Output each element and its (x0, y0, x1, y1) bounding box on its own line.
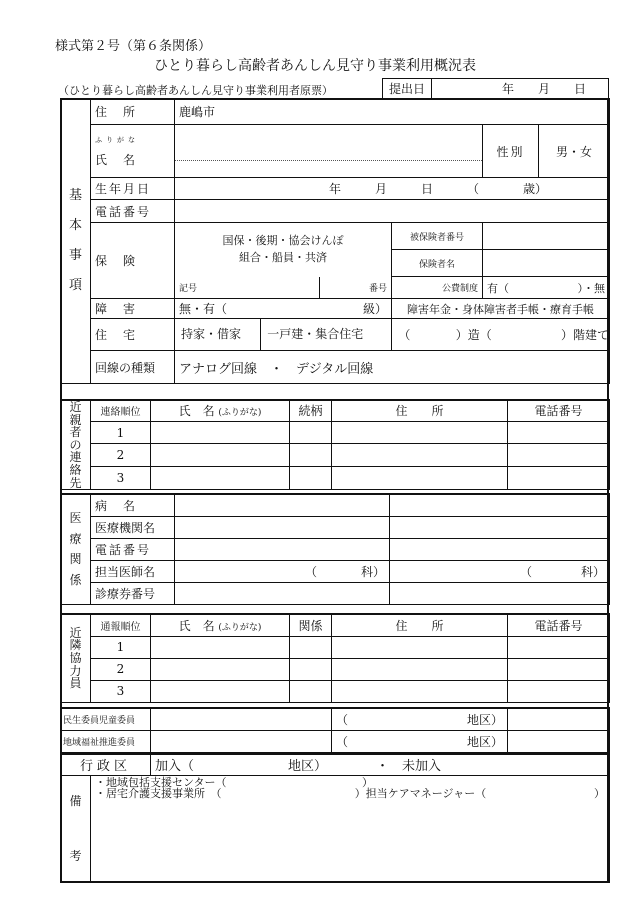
age-open: （ (467, 182, 480, 196)
relatives-header-name-text: 氏 名 (178, 404, 215, 419)
housing-structure[interactable]: ）造（ (455, 328, 492, 342)
medical-phone-label: 電話番号 (91, 538, 175, 560)
relative-2-order: 2 (91, 444, 151, 466)
welfare-promoter-phone[interactable] (508, 730, 610, 752)
submit-year-label: 年 (502, 82, 515, 96)
submit-date-label: 提出日 (383, 79, 432, 99)
neighbors-header-address: 住 所 (332, 614, 508, 636)
district-close-2: 地区） (466, 734, 503, 749)
disease-field-1[interactable] (175, 494, 390, 516)
relative-1-order: 1 (91, 421, 151, 443)
phone-field[interactable] (175, 200, 610, 223)
submit-day-label: 日 (573, 82, 586, 96)
neighbor-1-relationship[interactable] (290, 636, 332, 658)
welfare-promoter-district[interactable] (332, 730, 508, 752)
public-expense-field[interactable] (483, 277, 610, 299)
housing-ownership[interactable]: 持家・借家 (175, 319, 261, 350)
remarks-care-manager-close: ） (594, 786, 606, 800)
community-section (60, 707, 610, 753)
disability-field[interactable] (175, 299, 392, 319)
symbol-label[interactable]: 記号 (175, 277, 320, 299)
relative-3-address[interactable] (332, 466, 508, 489)
remarks-label (61, 775, 91, 882)
neighbor-1-order: 1 (91, 636, 151, 658)
neighbor-2-name[interactable] (151, 658, 290, 680)
dept-open-2: （ (520, 564, 533, 579)
neighbor-1-phone[interactable] (508, 636, 610, 658)
remarks-label-bottom: 考 (69, 848, 82, 863)
neighbors-header-name-text: 氏 名 (178, 618, 215, 633)
relative-2-address[interactable] (332, 444, 508, 466)
dept-close-2: 科） (580, 564, 605, 579)
birth-day-label: 日 (421, 182, 434, 196)
birthdate-field[interactable] (175, 178, 610, 200)
admin-join-district: 地区） (288, 759, 328, 775)
remarks-center-label: ・地域包括支援センター（ (95, 775, 227, 789)
relatives-header-furigana: (ふりがな) (218, 408, 262, 419)
welfare-commissioner-phone[interactable] (508, 708, 610, 730)
public-expense-yes: 有（ (487, 281, 509, 295)
basic-section-label: 基本事項 (61, 99, 91, 384)
relative-3-phone[interactable] (508, 466, 610, 489)
neighbor-3-phone[interactable] (508, 680, 610, 702)
neighbors-section (60, 613, 610, 703)
housing-structure-open: （ (398, 328, 411, 342)
district-open-2: （ (336, 734, 349, 749)
remarks-center-close: ） (362, 775, 373, 789)
relative-2-relationship[interactable] (290, 444, 332, 466)
disease-field-2[interactable] (390, 494, 610, 516)
neighbors-header-furigana: (ふりがな) (218, 622, 262, 633)
medical-phone-field-2[interactable] (390, 538, 610, 560)
institution-field-2[interactable] (390, 516, 610, 538)
address-label: 住 所 (91, 99, 175, 125)
dept-open-1: （ (305, 564, 318, 579)
district-close-1: 地区） (466, 712, 503, 727)
birth-month-label: 月 (375, 182, 388, 196)
neighbors-section-label: 近隣協力員 (61, 614, 91, 702)
neighbors-header-name (151, 614, 290, 636)
housing-label: 住 宅 (91, 319, 175, 351)
disease-label: 病 名 (91, 494, 175, 516)
card-number-field-1[interactable] (175, 582, 390, 604)
disability-label: 障 害 (91, 299, 175, 319)
relatives-section-label: 近親者の連絡先 (61, 400, 91, 490)
remarks-label-top: 備 (69, 793, 82, 808)
relative-1-address[interactable] (332, 421, 508, 443)
admin-remarks-section (60, 753, 610, 883)
birthdate-label: 生年月日 (91, 178, 175, 200)
relative-1-name[interactable] (151, 421, 290, 443)
document-title: ひとり暮らし高齢者あんしん見守り事業利用概況表 (154, 58, 476, 74)
admin-join[interactable]: 加入（ (155, 759, 195, 775)
neighbor-3-relationship[interactable] (290, 680, 332, 702)
disability-grade: 級） (362, 302, 387, 316)
welfare-promoter-label: 地域福祉推進委員 (61, 730, 151, 752)
birth-year-label: 年 (329, 182, 342, 196)
neighbors-header-relationship: 関係 (290, 614, 332, 636)
name-field[interactable] (175, 125, 483, 178)
phone-label: 電話番号 (91, 200, 175, 223)
neighbor-3-name[interactable] (151, 680, 290, 702)
basic-info-section (60, 98, 610, 384)
relative-2-phone[interactable] (508, 444, 610, 466)
disability-books[interactable]: 障害年金・身体障害者手帳・療育手帳 (392, 299, 610, 319)
relative-3-name[interactable] (151, 466, 290, 489)
doctor-label: 担当医師名 (91, 560, 175, 582)
neighbor-3-order: 3 (91, 680, 151, 702)
relatives-header-phone: 電話番号 (508, 400, 610, 421)
remarks-care-manager-label: ）担当ケアマネージャー（ (354, 786, 487, 800)
district-open-1: （ (336, 712, 349, 727)
welfare-commissioner-label: 民生委員児童委員 (61, 708, 151, 730)
neighbor-2-relationship[interactable] (290, 658, 332, 680)
line-type-field[interactable]: アナログ回線 ・ デジタル回線 (175, 351, 610, 384)
insurer-name-label: 保険者名 (392, 250, 483, 277)
name-label-cell (91, 125, 175, 178)
admin-district-field[interactable] (151, 754, 610, 775)
relatives-header-address: 住 所 (332, 400, 508, 421)
neighbor-1-address[interactable] (332, 636, 508, 658)
relative-1-relationship[interactable] (290, 421, 332, 443)
number-label[interactable]: 番号 (320, 277, 392, 299)
relative-1-phone[interactable] (508, 421, 610, 443)
sex-field[interactable]: 男・女 (539, 125, 610, 178)
neighbors-header-order: 通報順位 (91, 614, 151, 636)
disability-options: 無・有（ (179, 302, 228, 316)
admin-district-label: 行政区 (61, 754, 151, 775)
insured-number-label: 被保険者番号 (392, 223, 483, 250)
insurance-types-line1: 国保・後期・協会けんぽ (222, 234, 344, 248)
neighbor-2-order: 2 (91, 658, 151, 680)
card-number-label: 診療券番号 (91, 582, 175, 604)
insured-number-field[interactable] (483, 223, 610, 250)
line-type-label: 回線の種類 (91, 351, 175, 384)
institution-field-1[interactable] (175, 516, 390, 538)
submit-month-label: 月 (538, 82, 551, 96)
welfare-commissioner-district[interactable] (332, 708, 508, 730)
institution-label: 医療機関名 (91, 516, 175, 538)
address-field[interactable]: 鹿嶋市 (175, 99, 610, 125)
furigana-field[interactable] (175, 142, 482, 161)
remarks-office-label: ・居宅介護支援事業所 （ (95, 786, 222, 800)
welfare-promoter-name[interactable] (151, 730, 332, 752)
name-label: 氏 名 (95, 152, 138, 167)
insurance-types (175, 223, 392, 277)
doctor-field-1[interactable] (175, 560, 390, 582)
housing-type[interactable]: 一戸建・集合住宅 (261, 319, 392, 350)
public-expense-no: ）・無 (577, 281, 606, 295)
dept-close-1: 科） (360, 564, 385, 579)
doctor-field-2[interactable] (390, 560, 610, 582)
insurer-name-field[interactable] (483, 250, 610, 277)
submission-date-box (382, 78, 609, 99)
neighbor-1-name[interactable] (151, 636, 290, 658)
welfare-commissioner-name[interactable] (151, 708, 332, 730)
furigana-label: ふりがな (95, 135, 139, 144)
public-expense-label: 公費制度 (392, 277, 483, 299)
sex-label: 性別 (483, 125, 539, 178)
relatives-section (60, 399, 610, 490)
register-note: （ひとり暮らし高齢者あんしん見守り事業利用者原票） (58, 84, 333, 97)
housing-floors[interactable]: ）階建て (560, 328, 609, 342)
form-number: 様式第２号（第６条関係） (55, 39, 212, 54)
insurance-types-line2: 組合・船員・共済 (239, 250, 327, 264)
medical-section (60, 493, 610, 605)
neighbor-2-phone[interactable] (508, 658, 610, 680)
relative-2-name[interactable] (151, 444, 290, 466)
admin-not-join[interactable]: ・ 未加入 (376, 759, 442, 775)
remarks-field[interactable] (91, 775, 610, 882)
submit-date-field[interactable] (432, 79, 609, 99)
neighbors-header-phone: 電話番号 (508, 614, 610, 636)
relatives-header-order: 連絡順位 (91, 400, 151, 421)
age-close: 歳） (523, 182, 548, 196)
relatives-header-name (151, 400, 290, 421)
insurance-label: 保 険 (91, 223, 175, 299)
relative-3-order: 3 (91, 466, 151, 489)
neighbor-2-address[interactable] (332, 658, 508, 680)
neighbor-3-address[interactable] (332, 680, 508, 702)
card-number-field-2[interactable] (390, 582, 610, 604)
relative-3-relationship[interactable] (290, 466, 332, 489)
relatives-header-relationship: 続柄 (290, 400, 332, 421)
housing-field[interactable] (175, 319, 610, 351)
medical-phone-field-1[interactable] (175, 538, 390, 560)
medical-section-label: 医療関係 (61, 494, 91, 604)
